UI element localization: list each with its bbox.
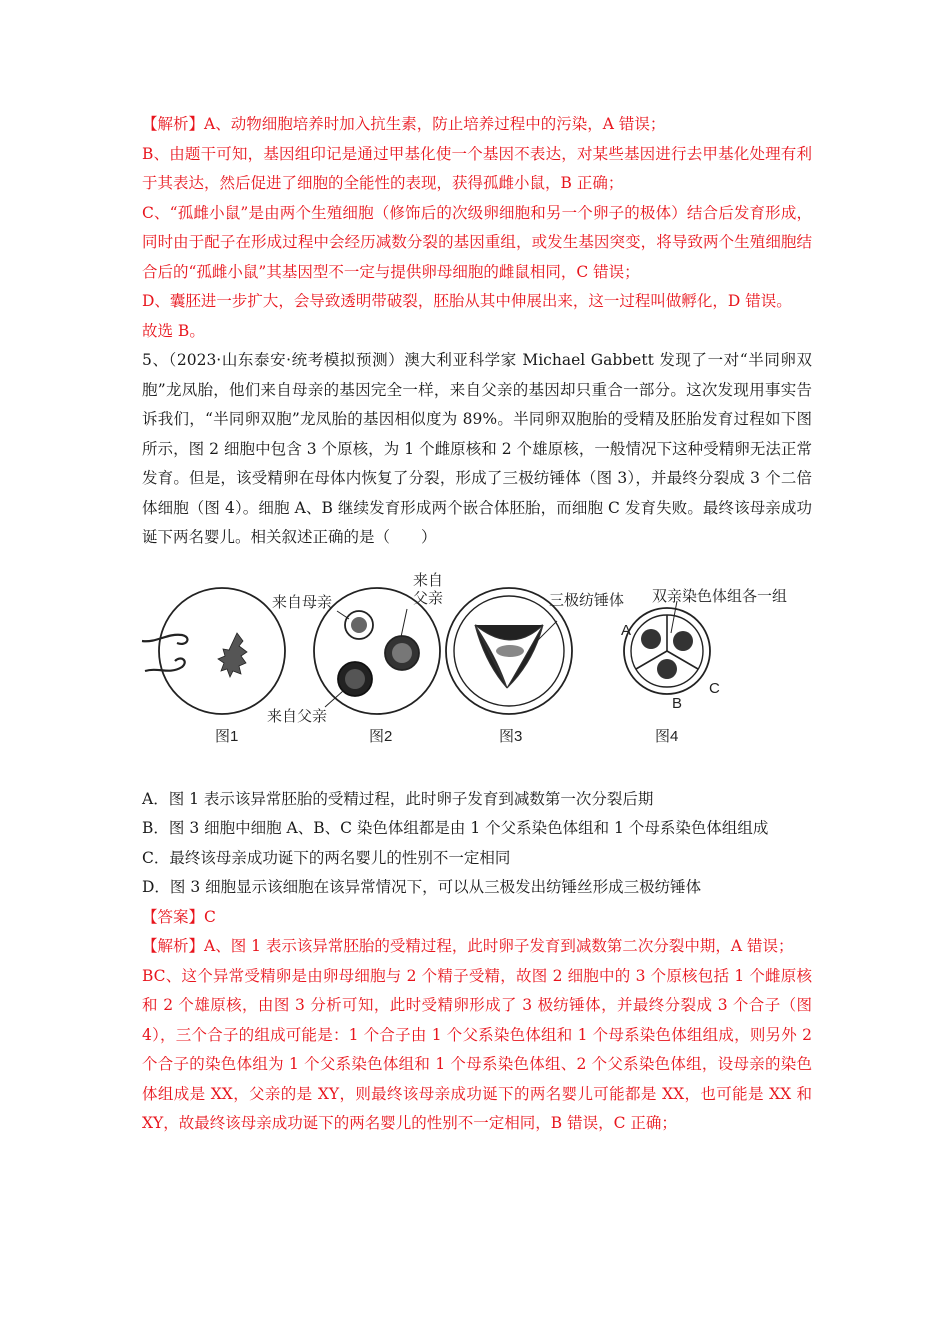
analysis-text-a: A、动物细胞培养时加入抗生素，防止培养过程中的污染，A 错误； bbox=[204, 115, 666, 133]
label-from-father-bottom: 来自父亲 bbox=[267, 707, 328, 725]
answer-line bbox=[142, 903, 812, 933]
label-from-father-top-2: 父亲 bbox=[413, 589, 444, 607]
label-parents-sets: 双亲染色体组各一组 bbox=[652, 587, 788, 605]
sperm-tail-2 bbox=[145, 658, 185, 670]
label-tripolar: 三极纺锤体 bbox=[549, 591, 625, 609]
sperm-tail-1 bbox=[142, 634, 187, 643]
fig2-cell bbox=[267, 572, 443, 745]
label-c: C bbox=[709, 679, 720, 697]
question-5-stem: 5、（2023·山东泰安·统考模拟预测）澳大利亚科学家 Michael Gabbett 发现了一对“半同卵双胞”龙凤胎，他们来自母亲的基因完全一样，来自父亲的基因却只重合一部分。这次发现用事实告诉我们，“半同卵双胞”龙凤胎的基因相似度为 89%。半同卵双胞胎的受精及胚胎发育过程如下图所示，图 2 细胞中包含 3 个原核，为 1 个雌原核和 2 个雄原核，一般情况下这种受精卵无法正常发育。但是，该受精卵在母体内恢复了分裂，形成了三极纺锤体（图 3），并最终分裂成 3 个二倍体细胞（图 4）。细胞 A、B 继续发育形成两个嵌合体胚胎，而细胞 C 发育失败。最终该母亲成功诞下两名婴儿。相关叙述正确的是（ ） bbox=[142, 351, 812, 546]
label-b: B bbox=[672, 694, 683, 712]
label-from-mother: 来自母亲 bbox=[272, 593, 333, 611]
fig1-cell bbox=[142, 588, 285, 745]
option-b: B．图 3 细胞中细胞 A、B、C 染色体组都是由 1 个父系染色体组和 1 个母系染色体组组成 bbox=[142, 819, 769, 837]
fig3-caption: 图3 bbox=[499, 727, 523, 745]
fig4-cell bbox=[621, 587, 787, 745]
fig4-caption: 图4 bbox=[655, 727, 679, 745]
cell-c bbox=[673, 631, 693, 651]
option-c: C．最终该母亲成功诞下的两名婴儿的性别不一定相同 bbox=[142, 848, 511, 867]
analysis-line-a bbox=[142, 110, 812, 140]
document-page bbox=[142, 110, 812, 1139]
option-a: A．图 1 表示该异常胚胎的受精过程，此时卵子发育到减数第一次分裂后期 bbox=[142, 789, 654, 808]
question-5-figure bbox=[137, 563, 807, 763]
chromosome-cluster bbox=[218, 633, 247, 677]
answer-tag: 【答案】 bbox=[142, 907, 205, 926]
analysis-q5-text-a: A、图 1 表示该异常胚胎的受精过程，此时卵子发育到减数第二次分裂中期，A 错误； bbox=[204, 937, 794, 955]
analysis-q5-bc: BC、这个异常受精卵是由卵母细胞与 2 个精子受精，故图 2 细胞中的 3 个原核包括 1 个雌原核和 2 个雄原核，由图 3 分析可知，此时受精卵形成了 3 极纺锤体，并最终分裂成 3 个合子（图 4），三个合子的组成可能是：1 个合子由 1 个父系染色体组和 1 个母系染色体组组成，则另外 2 个合子的染色体组为 1 个父系染色体组和 1 个母系染色体组、2 个父系染色体组，设母亲的染色体组成是 XX，父亲的是 XY，则最终该母亲成功诞下的两名婴儿可能都是 XX，也可能是 XX 和 XY，故最终该母亲成功诞下的两名婴儿的性别不一定相同，B 错误，C 正确； bbox=[142, 966, 812, 1132]
analysis-line-d: D、囊胚进一步扩大，会导致透明带破裂，胚胎从其中伸展出来，这一过程叫做孵化，D 错误。 bbox=[142, 292, 792, 310]
fig1-caption: 图1 bbox=[215, 727, 239, 745]
analysis-tag: 【解析】 bbox=[142, 115, 205, 133]
option-d: D．图 3 细胞显示该细胞在该异常情况下，可以从三极发出纺锤丝形成三极纺锤体 bbox=[142, 878, 702, 896]
answer-value: C bbox=[204, 907, 216, 926]
cell-b bbox=[657, 659, 677, 679]
analysis-line-c: C、“孤雌小鼠”是由两个生殖细胞（修饰后的次级卵细胞和另一个卵子的极体）结合后发育形成，同时由于配子在形成过程中会经历减数分裂的基因重组，或发生基因突变，将导致两个生殖细胞结合后的“孤雌小鼠”其基因型不一定与提供卵母细胞的雌鼠相同，C 错误； bbox=[142, 203, 812, 281]
analysis-q5-a bbox=[142, 932, 812, 962]
analysis-q5-tag: 【解析】 bbox=[142, 937, 205, 955]
fig2-caption: 图2 bbox=[369, 727, 393, 745]
analysis-line-b: B、由题干可知，基因组印记是通过甲基化使一个基因不表达，对某些基因进行去甲基化处理有利于其表达，然后促进了细胞的全能性的表现，获得孤雌小鼠，B 正确； bbox=[142, 144, 812, 192]
cell-a bbox=[641, 629, 661, 649]
fig3-cell bbox=[446, 588, 624, 745]
label-a: A bbox=[621, 621, 632, 639]
fertilization-diagram bbox=[137, 563, 807, 763]
analysis-conclusion: 故选 B。 bbox=[142, 321, 205, 340]
label-from-father-top-1: 来自 bbox=[413, 571, 444, 589]
